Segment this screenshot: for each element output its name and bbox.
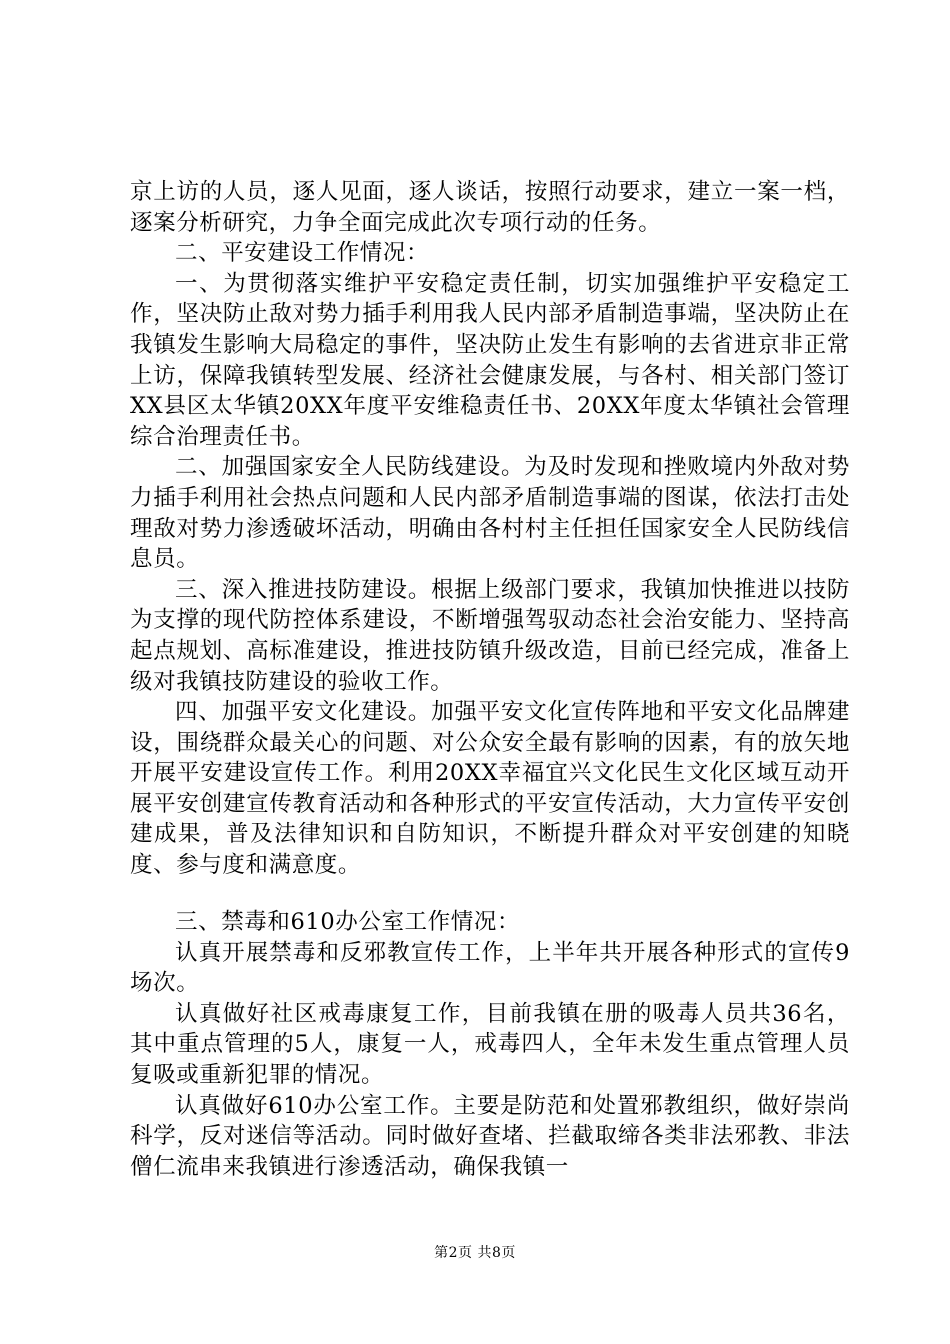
- page-number-footer: 第2页 共8页: [434, 1245, 516, 1261]
- paragraph-continuation: 京上访的人员，逐人见面，逐人谈话，按照行动要求，建立一案一档，逐案分析研究，力争全面完成此次专项行动的任务。: [130, 179, 850, 236]
- paragraph-safety-culture: 四、加强平安文化建设。加强平安文化宣传阵地和平安文化品牌建设，围绕群众最关心的问题、对公众安全最有影响的因素，有的放矢地开展平安建设宣传工作。利用20XX幸福宜兴文化民生文化区域互动开展平安创建宣传教育活动和各种形式的平安宣传活动，大力宣传平安创建成果，普及法律知识和自防知识，不断提升群众对平安创建的知晓度、参与度和满意度。: [130, 699, 850, 879]
- body-section-safety: [130, 177, 850, 881]
- section-heading-safety: 二、平安建设工作情况：: [175, 240, 430, 267]
- body-section-drug-control: [130, 907, 850, 1182]
- paragraph-responsibility: 一、为贯彻落实维护平安稳定责任制，切实加强维护平安稳定工作，坚决防止敌对势力插手利用我人民内部矛盾制造事端，坚决防止在我镇发生影响大局稳定的事件，坚决防止发生有影响的去省进京非正常上访，保障我镇转型发展、经济社会健康发展，与各村、相关部门签订XX县区太华镇20XX年度平安维稳责任书、20XX年度太华镇社会管理综合治理责任书。: [130, 270, 850, 450]
- paragraph-tech-defense: 三、深入推进技防建设。根据上级部门要求，我镇加快推进以技防为支撑的现代防控体系建设，不断增强驾驭动态社会治安能力、坚持高起点规划、高标准建设，推进技防镇升级改造，目前已经完成，准备上级对我镇技防建设的验收工作。: [130, 576, 850, 695]
- paragraph-publicity: 认真开展禁毒和反邪教宣传工作，上半年共开展各种形式的宣传9场次。: [130, 939, 850, 997]
- paragraph-rehabilitation: 认真做好社区戒毒康复工作，目前我镇在册的吸毒人员共36名，其中重点管理的5人，康复一人，戒毒四人，全年未发生重点管理人员复吸或重新犯罪的情况。: [130, 1000, 850, 1088]
- paragraph-national-security: 二、加强国家安全人民防线建设。为及时发现和挫败境内外敌对势力插手利用社会热点问题和人民内部矛盾制造事端的图谋，依法打击处理敌对势力渗透破坏活动，明确由各村村主任担任国家安全人民防线信息员。: [130, 454, 850, 573]
- section-heading-drug-control: 三、禁毒和610办公室工作情况：: [175, 909, 521, 935]
- paragraph-610-office: 认真做好610办公室工作。主要是防范和处置邪教组织，做好崇尚科学，反对迷信等活动。同时做好查堵、拦截取缔各类非法邪教、非法僧仁流串来我镇进行渗透活动，确保我镇一: [130, 1092, 850, 1180]
